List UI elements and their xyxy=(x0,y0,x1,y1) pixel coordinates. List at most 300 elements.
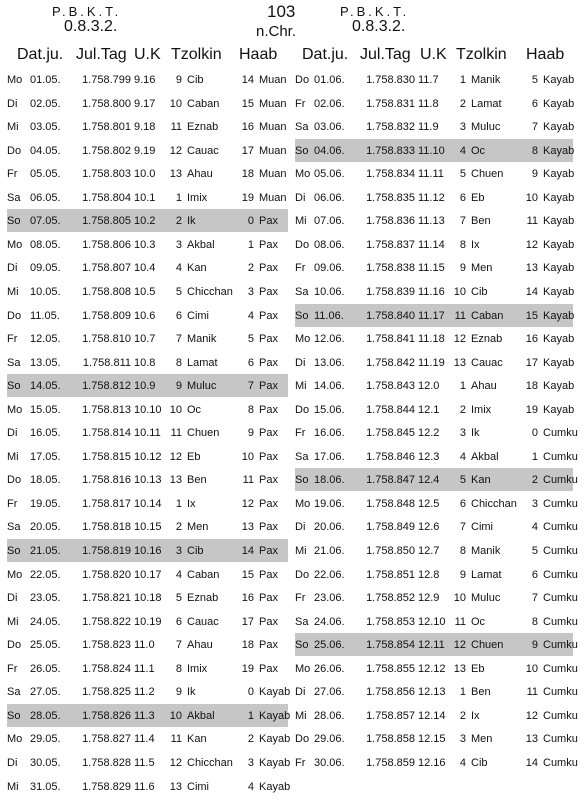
haab-month-cell: Cumku xyxy=(543,568,578,581)
date-cell: 26.06. xyxy=(314,662,345,675)
table-row xyxy=(7,186,288,209)
haab-number-cell: 3 xyxy=(247,756,254,769)
weekday-cell: Do xyxy=(295,403,310,416)
tzolkin-name-cell: Ben xyxy=(187,474,207,487)
julian-day-cell: 1.758.818 xyxy=(82,521,131,534)
haab-month-cell: Cumku xyxy=(543,450,578,463)
date-cell: 07.05. xyxy=(30,215,61,228)
uk-cell: 10.16 xyxy=(134,545,162,557)
tzolkin-name-cell: Ix xyxy=(471,238,480,251)
date-cell: 12.06. xyxy=(314,333,345,346)
haab-number-cell: 16 xyxy=(525,333,538,346)
julian-day-cell: 1.758.841 xyxy=(366,333,415,346)
tzolkin-number-cell: 3 xyxy=(175,238,182,251)
table-row xyxy=(7,139,288,162)
uk-cell: 10.10 xyxy=(134,403,162,416)
haab-month-cell: Kayab xyxy=(543,403,575,416)
julian-day-cell: 1.758.854 xyxy=(366,639,415,652)
haab-number-cell: 10 xyxy=(241,450,254,463)
uk-cell: 10.8 xyxy=(134,356,156,369)
haab-month-cell: Cumku xyxy=(543,592,578,605)
haab-month-cell: Kayab xyxy=(543,144,575,157)
table-row xyxy=(7,468,288,491)
date-cell: 11.05. xyxy=(30,309,60,322)
tzolkin-number-cell: 10 xyxy=(453,592,466,605)
tzolkin-name-cell: Ahau xyxy=(471,380,497,393)
date-cell: 24.05. xyxy=(30,615,61,628)
haab-number-cell: 8 xyxy=(531,615,538,628)
julian-day-cell: 1.758.832 xyxy=(366,121,415,134)
julian-day-cell: 1.758.850 xyxy=(366,545,415,557)
tzolkin-number-cell: 4 xyxy=(459,450,466,463)
date-cell: 10.05. xyxy=(30,285,61,298)
date-cell: 23.05. xyxy=(30,592,61,605)
tzolkin-number-cell: 4 xyxy=(175,568,182,581)
uk-cell: 11.13 xyxy=(418,215,445,228)
table-row xyxy=(295,421,578,444)
tzolkin-number-cell: 6 xyxy=(175,615,182,628)
date-cell: 06.05. xyxy=(30,191,61,204)
tzolkin-name-cell: Eznab xyxy=(187,592,219,605)
haab-number-cell: 13 xyxy=(241,521,254,534)
julian-day-cell: 1.758.814 xyxy=(82,427,131,440)
left-calendar-version: 0.8.3.2. xyxy=(64,18,118,35)
weekday-cell: Fr xyxy=(7,497,18,510)
julian-day-cell: 1.758.824 xyxy=(82,662,131,675)
tzolkin-number-cell: 1 xyxy=(459,74,466,86)
date-cell: 17.05. xyxy=(30,450,61,463)
haab-month-cell: Pax xyxy=(259,285,278,298)
uk-cell: 10.11 xyxy=(134,427,161,440)
julian-day-cell: 1.758.857 xyxy=(366,709,415,722)
table-row xyxy=(7,751,291,774)
weekday-cell: Di xyxy=(295,356,306,369)
date-cell: 12.05. xyxy=(30,333,61,346)
table-row xyxy=(7,351,288,374)
haab-number-cell: 16 xyxy=(241,592,254,605)
weekday-cell: Di xyxy=(7,427,18,440)
haab-number-cell: 0 xyxy=(247,686,254,699)
uk-cell: 12.10 xyxy=(418,615,446,628)
haab-number-cell: 2 xyxy=(247,262,254,275)
tzolkin-number-cell: 11 xyxy=(170,427,182,440)
table-row xyxy=(295,657,578,680)
julian-day-cell: 1.758.807 xyxy=(82,262,131,275)
haab-month-cell: Muan xyxy=(259,144,287,157)
haab-number-cell: 13 xyxy=(525,733,538,746)
weekday-cell: Di xyxy=(7,592,18,605)
haab-month-cell: Cumku xyxy=(543,756,578,769)
julian-day-cell: 1.758.849 xyxy=(366,521,415,534)
weekday-cell: Mo xyxy=(295,168,311,181)
julian-day-cell: 1.758.836 xyxy=(366,215,415,228)
table-row xyxy=(7,515,288,538)
tzolkin-number-cell: 9 xyxy=(459,568,466,581)
haab-month-cell: Cumku xyxy=(543,733,578,746)
haab-month-cell: Kayab xyxy=(543,191,575,204)
tzolkin-number-cell: 12 xyxy=(453,639,466,652)
uk-cell: 11.10 xyxy=(418,144,445,157)
tzolkin-number-cell: 2 xyxy=(459,97,466,110)
tzolkin-name-cell: Ben xyxy=(471,215,491,228)
uk-cell: 11.0 xyxy=(134,639,155,652)
haab-month-cell: Kayab xyxy=(543,121,575,134)
uk-cell: 10.9 xyxy=(134,380,156,393)
tzolkin-number-cell: 11 xyxy=(170,121,182,134)
date-cell: 30.05. xyxy=(30,756,61,769)
julian-day-cell: 1.758.823 xyxy=(82,639,131,652)
weekday-cell: Sa xyxy=(295,285,309,298)
uk-cell: 11.5 xyxy=(134,756,155,769)
tzolkin-number-cell: 2 xyxy=(459,403,466,416)
weekday-cell: Di xyxy=(295,686,306,699)
weekday-cell: Sa xyxy=(7,356,21,369)
haab-month-cell: Cumku xyxy=(543,497,578,510)
tzolkin-name-cell: Cimi xyxy=(187,780,209,793)
tzolkin-number-cell: 4 xyxy=(459,756,466,769)
tzolkin-name-cell: Kan xyxy=(471,474,491,487)
tzolkin-number-cell: 2 xyxy=(175,521,182,534)
tzolkin-number-cell: 11 xyxy=(170,733,182,746)
weekday-cell: Mo xyxy=(7,733,23,746)
tzolkin-number-cell: 2 xyxy=(175,215,182,228)
date-cell: 03.06. xyxy=(314,121,345,134)
tzolkin-number-cell: 8 xyxy=(175,356,182,369)
column-header-uk: U.K xyxy=(420,46,447,63)
date-cell: 13.05. xyxy=(30,356,61,369)
column-header-haab: Haab xyxy=(526,46,565,63)
weekday-cell: Mi xyxy=(7,285,19,298)
uk-cell: 10.7 xyxy=(134,333,156,346)
uk-cell: 12.5 xyxy=(418,497,440,510)
table-row xyxy=(295,351,573,374)
julian-day-cell: 1.758.842 xyxy=(366,356,415,369)
tzolkin-name-cell: Imix xyxy=(187,191,208,204)
weekday-cell: Di xyxy=(7,262,18,275)
tzolkin-number-cell: 5 xyxy=(459,168,466,181)
uk-cell: 10.6 xyxy=(134,309,156,322)
uk-cell: 10.14 xyxy=(134,497,162,510)
tzolkin-number-cell: 10 xyxy=(169,97,182,110)
haab-number-cell: 14 xyxy=(241,74,254,86)
tzolkin-number-cell: 7 xyxy=(459,521,466,534)
uk-cell: 12.13 xyxy=(418,686,446,699)
haab-month-cell: Muan xyxy=(259,168,287,181)
table-row xyxy=(7,68,288,91)
weekday-cell: Mo xyxy=(7,568,23,581)
haab-month-cell: Pax xyxy=(259,309,278,322)
haab-number-cell: 19 xyxy=(241,191,254,204)
tzolkin-name-cell: Cib xyxy=(187,545,204,557)
tzolkin-name-cell: Ix xyxy=(187,497,196,510)
haab-month-cell: Kayab xyxy=(259,780,291,793)
weekday-cell: Fr xyxy=(7,662,18,675)
julian-day-cell: 1.758.810 xyxy=(82,333,131,346)
julian-day-cell: 1.758.813 xyxy=(82,403,131,416)
uk-cell: 11.15 xyxy=(418,262,445,275)
tzolkin-number-cell: 13 xyxy=(169,168,182,181)
tzolkin-name-cell: Ik xyxy=(471,427,480,440)
julian-day-cell: 1.758.821 xyxy=(82,592,131,605)
tzolkin-number-cell: 12 xyxy=(169,756,182,769)
table-row xyxy=(295,256,573,279)
table-row xyxy=(295,515,578,538)
tzolkin-name-cell: Chicchan xyxy=(471,497,517,510)
date-cell: 22.06. xyxy=(314,568,345,581)
weekday-cell: So xyxy=(295,474,309,487)
haab-month-cell: Pax xyxy=(259,521,278,534)
tzolkin-number-cell: 9 xyxy=(175,380,182,393)
haab-month-cell: Kayab xyxy=(543,97,575,110)
tzolkin-name-cell: Eznab xyxy=(187,121,219,134)
julian-day-cell: 1.758.856 xyxy=(366,686,415,699)
table-row xyxy=(295,233,573,256)
tzolkin-number-cell: 5 xyxy=(459,474,466,487)
tzolkin-number-cell: 3 xyxy=(459,733,466,746)
table-row xyxy=(295,633,578,656)
table-row xyxy=(295,492,578,515)
haab-number-cell: 9 xyxy=(531,168,538,181)
haab-number-cell: 6 xyxy=(247,356,254,369)
table-row xyxy=(7,727,291,750)
haab-number-cell: 6 xyxy=(531,568,538,581)
julian-day-cell: 1.758.827 xyxy=(82,733,131,746)
julian-day-cell: 1.758.811 xyxy=(82,356,131,369)
date-cell: 09.05. xyxy=(30,262,61,275)
uk-cell: 10.3 xyxy=(134,238,156,251)
julian-day-cell: 1.758.838 xyxy=(366,262,415,275)
weekday-cell: So xyxy=(7,545,21,557)
julian-day-cell: 1.758.817 xyxy=(82,497,131,510)
date-cell: 07.06. xyxy=(314,215,345,228)
date-cell: 27.06. xyxy=(314,686,345,699)
tzolkin-number-cell: 1 xyxy=(459,380,466,393)
tzolkin-name-cell: Cib xyxy=(187,74,204,86)
haab-month-cell: Pax xyxy=(259,497,278,510)
uk-cell: 12.4 xyxy=(418,474,440,487)
haab-number-cell: 1 xyxy=(247,709,254,722)
haab-month-cell: Pax xyxy=(259,474,278,487)
table-row xyxy=(7,374,288,397)
weekday-cell: Sa xyxy=(295,121,309,134)
tzolkin-number-cell: 7 xyxy=(459,215,466,228)
weekday-cell: Mi xyxy=(295,380,307,393)
julian-day-cell: 1.758.825 xyxy=(82,686,131,699)
haab-number-cell: 0 xyxy=(531,427,538,440)
date-cell: 25.06. xyxy=(314,639,345,652)
weekday-cell: Do xyxy=(295,238,310,251)
weekday-cell: Do xyxy=(7,309,22,322)
tzolkin-name-cell: Akbal xyxy=(187,709,215,722)
tzolkin-name-cell: Cauac xyxy=(471,356,503,369)
haab-month-cell: Kayab xyxy=(543,238,575,251)
haab-month-cell: Cumku xyxy=(543,709,578,722)
tzolkin-name-cell: Muluc xyxy=(471,121,501,134)
date-cell: 20.06. xyxy=(314,521,345,534)
uk-cell: 10.0 xyxy=(134,168,156,181)
weekday-cell: Sa xyxy=(7,521,21,534)
tzolkin-number-cell: 8 xyxy=(459,238,466,251)
table-row xyxy=(295,727,578,750)
haab-number-cell: 15 xyxy=(241,568,254,581)
uk-cell: 10.13 xyxy=(134,474,162,487)
weekday-cell: Mo xyxy=(7,74,23,86)
tzolkin-name-cell: Caban xyxy=(187,568,220,581)
column-header-uk: U.K xyxy=(134,46,161,63)
haab-month-cell: Cumku xyxy=(543,545,578,557)
tzolkin-number-cell: 5 xyxy=(175,592,182,605)
tzolkin-name-cell: Ahau xyxy=(187,639,213,652)
tzolkin-name-cell: Eznab xyxy=(471,333,503,346)
haab-month-cell: Muan xyxy=(259,97,287,110)
haab-number-cell: 4 xyxy=(247,780,254,793)
haab-month-cell: Kayab xyxy=(259,709,291,722)
haab-number-cell: 5 xyxy=(247,333,254,346)
weekday-cell: Mi xyxy=(7,450,19,463)
julian-day-cell: 1.758.839 xyxy=(366,285,415,298)
julian-day-cell: 1.758.844 xyxy=(366,403,415,416)
uk-cell: 11.7 xyxy=(418,74,439,86)
tzolkin-name-cell: Kan xyxy=(187,733,207,746)
tzolkin-number-cell: 10 xyxy=(169,403,182,416)
haab-number-cell: 3 xyxy=(531,497,538,510)
column-header-date: Dat.ju. xyxy=(302,46,349,63)
tzolkin-name-cell: Cauac xyxy=(187,615,219,628)
julian-day-cell: 1.758.834 xyxy=(366,168,415,181)
table-row xyxy=(7,327,288,350)
uk-cell: 10.12 xyxy=(134,450,162,463)
haab-number-cell: 4 xyxy=(247,309,254,322)
weekday-cell: Fr xyxy=(7,333,18,346)
weekday-cell: Fr xyxy=(295,427,306,440)
julian-day-cell: 1.758.831 xyxy=(366,97,415,110)
uk-cell: 9.19 xyxy=(134,144,156,157)
tzolkin-name-cell: Muluc xyxy=(187,380,217,393)
tzolkin-name-cell: Chuen xyxy=(471,168,504,181)
uk-cell: 12.15 xyxy=(418,733,446,746)
uk-cell: 9.16 xyxy=(134,74,156,86)
tzolkin-name-cell: Lamat xyxy=(471,568,502,581)
haab-number-cell: 8 xyxy=(531,144,538,157)
date-cell: 11.06. xyxy=(314,309,344,322)
table-row xyxy=(295,468,578,491)
haab-month-cell: Pax xyxy=(259,545,278,557)
julian-day-cell: 1.758.859 xyxy=(366,756,415,769)
table-row xyxy=(7,586,288,609)
tzolkin-name-cell: Ik xyxy=(187,686,196,699)
tzolkin-name-cell: Lamat xyxy=(187,356,218,369)
date-cell: 26.05. xyxy=(30,662,61,675)
haab-number-cell: 18 xyxy=(241,168,254,181)
haab-number-cell: 2 xyxy=(247,733,254,746)
weekday-cell: Mo xyxy=(295,497,311,510)
uk-cell: 10.5 xyxy=(134,285,156,298)
tzolkin-number-cell: 9 xyxy=(175,74,182,86)
uk-cell: 10.4 xyxy=(134,262,156,275)
date-cell: 08.06. xyxy=(314,238,345,251)
table-row xyxy=(7,680,291,703)
tzolkin-name-cell: Manik xyxy=(471,545,501,557)
date-cell: 18.06. xyxy=(314,474,345,487)
date-cell: 17.06. xyxy=(314,450,345,463)
julian-day-cell: 1.758.802 xyxy=(82,144,131,157)
uk-cell: 9.18 xyxy=(134,121,156,134)
tzolkin-name-cell: Oc xyxy=(187,403,202,416)
tzolkin-name-cell: Chuen xyxy=(471,639,504,652)
haab-month-cell: Muan xyxy=(259,191,287,204)
haab-number-cell: 10 xyxy=(525,662,538,675)
weekday-cell: Mo xyxy=(295,333,311,346)
julian-day-cell: 1.758.808 xyxy=(82,285,131,298)
date-cell: 21.05. xyxy=(30,545,61,557)
date-cell: 14.05. xyxy=(30,380,61,393)
haab-number-cell: 5 xyxy=(531,74,538,86)
julian-day-cell: 1.758.845 xyxy=(366,427,415,440)
julian-day-cell: 1.758.835 xyxy=(366,191,415,204)
tzolkin-name-cell: Imix xyxy=(187,662,208,675)
tzolkin-name-cell: Eb xyxy=(187,450,201,463)
haab-number-cell: 2 xyxy=(531,474,538,487)
weekday-cell: Do xyxy=(7,639,22,652)
date-cell: 19.06. xyxy=(314,497,345,510)
era-heading: n.Chr. xyxy=(256,23,297,40)
date-cell: 04.05. xyxy=(30,144,61,157)
tzolkin-name-cell: Akbal xyxy=(187,238,215,251)
tzolkin-number-cell: 7 xyxy=(175,639,182,652)
weekday-cell: Mi xyxy=(295,545,307,557)
tzolkin-name-cell: Ix xyxy=(471,709,480,722)
tzolkin-number-cell: 13 xyxy=(453,662,466,675)
table-row xyxy=(295,445,578,468)
uk-cell: 11.8 xyxy=(418,97,439,110)
weekday-cell: Fr xyxy=(7,168,18,181)
date-cell: 31.05. xyxy=(30,780,61,793)
tzolkin-number-cell: 3 xyxy=(459,427,466,440)
date-cell: 29.05. xyxy=(30,733,61,746)
uk-cell: 12.1 xyxy=(418,403,440,416)
haab-number-cell: 17 xyxy=(241,144,254,157)
table-row xyxy=(295,751,578,774)
haab-month-cell: Kayab xyxy=(543,168,575,181)
weekday-cell: Fr xyxy=(295,262,306,275)
tzolkin-name-cell: Manik xyxy=(187,333,217,346)
uk-cell: 12.14 xyxy=(418,709,446,722)
tzolkin-name-cell: Eb xyxy=(471,191,485,204)
tzolkin-number-cell: 12 xyxy=(453,333,466,346)
haab-number-cell: 1 xyxy=(531,450,538,463)
haab-month-cell: Cumku xyxy=(543,686,578,699)
weekday-cell: Sa xyxy=(7,191,21,204)
table-row xyxy=(7,657,288,680)
haab-month-cell: Cumku xyxy=(543,474,578,487)
tzolkin-name-cell: Lamat xyxy=(471,97,502,110)
table-row xyxy=(7,398,288,421)
column-header-tzolkin: Tzolkin xyxy=(171,46,222,63)
weekday-cell: So xyxy=(7,380,21,393)
haab-month-cell: Muan xyxy=(259,121,287,134)
tzolkin-number-cell: 12 xyxy=(169,450,182,463)
julian-day-cell: 1.758.846 xyxy=(366,450,415,463)
weekday-cell: Mo xyxy=(7,403,23,416)
tzolkin-number-cell: 13 xyxy=(169,780,182,793)
uk-cell: 12.2 xyxy=(418,427,440,440)
tzolkin-number-cell: 8 xyxy=(175,662,182,675)
haab-number-cell: 18 xyxy=(241,639,254,652)
table-row xyxy=(295,92,573,115)
tzolkin-name-cell: Oc xyxy=(471,144,486,157)
date-cell: 16.06. xyxy=(314,427,345,440)
weekday-cell: So xyxy=(295,639,309,652)
